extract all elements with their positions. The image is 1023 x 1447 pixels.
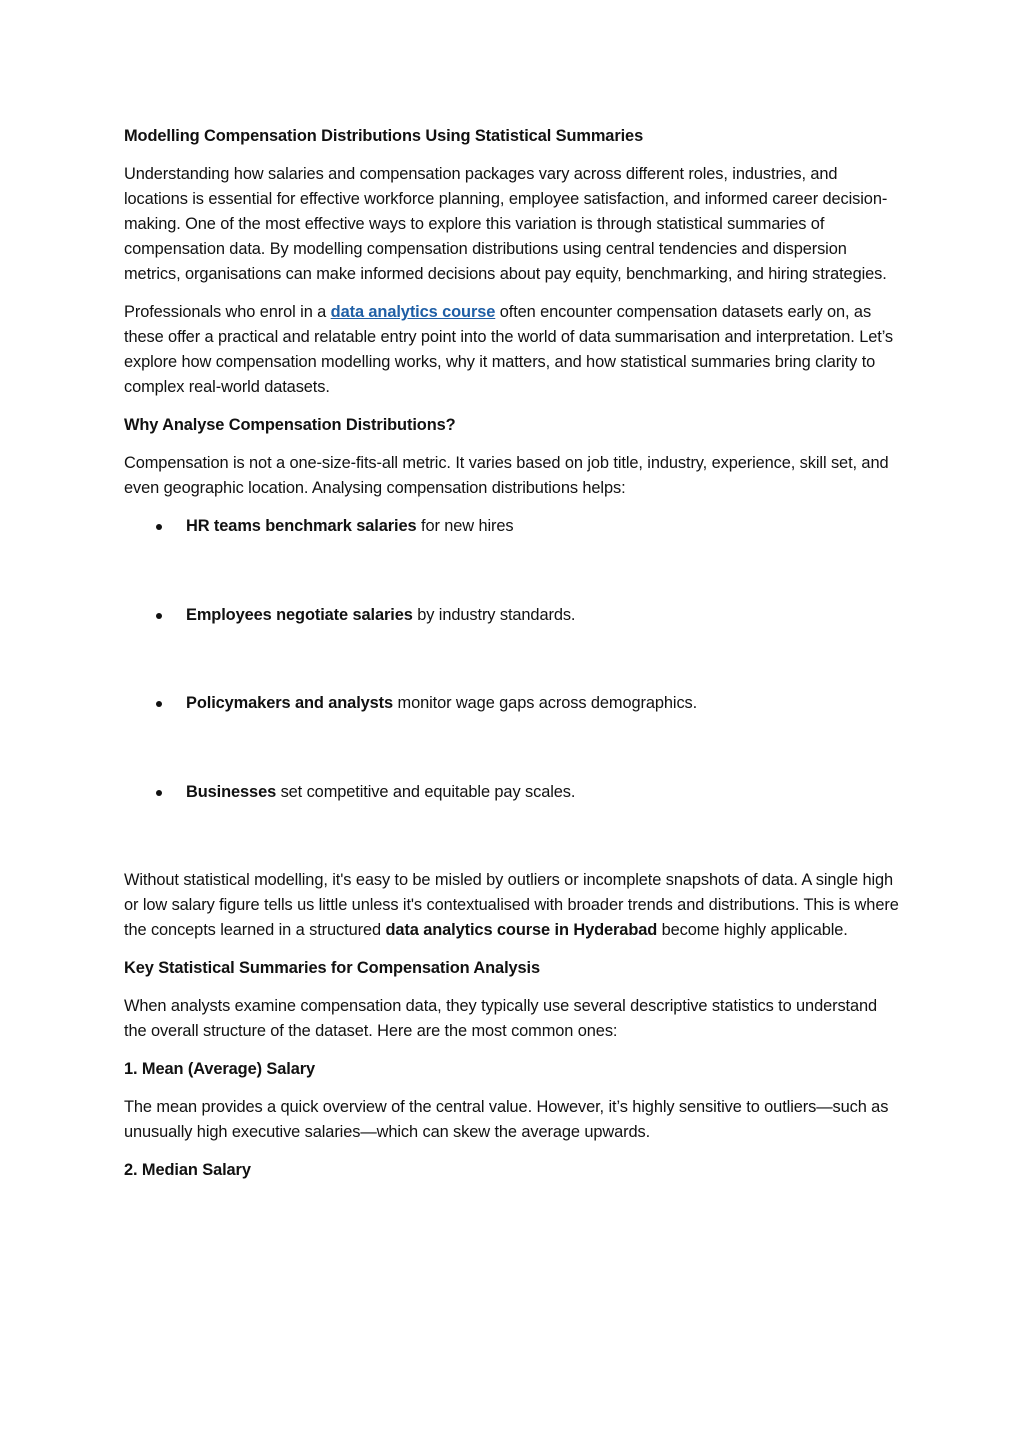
bullet-icon [156, 790, 162, 796]
list-item-text: by industry standards. [412, 605, 576, 624]
bullet-icon [156, 613, 162, 619]
mean-salary-paragraph: The mean provides a quick overview of the central value. However, it’s highly sensitive to outliers—such as unusually high executive salaries—which can skew the average upwards. [124, 1097, 889, 1141]
list-item-text: set competitive and equitable pay scales. [276, 782, 576, 801]
benefits-list [124, 514, 899, 805]
list-item-bold: Employees negotiate salaries [186, 605, 413, 624]
document-title: Modelling Compensation Distributions Using Statistical Summaries [124, 127, 644, 145]
list-item [124, 603, 899, 628]
list-item-bold: HR teams benchmark salaries [186, 517, 417, 535]
list-item [124, 514, 899, 539]
without-modelling-paragraph [124, 868, 899, 943]
without-modelling-text-before: Without statistical modelling, it's easy to be misled by outliers or incomplete snapshots of data. A single high or low salary figure tells us little unless it's contextualised with broader trends and distributions. This is where the concepts learned in a structured [124, 870, 899, 939]
list-item-text: monitor wage gaps across demographics. [393, 694, 698, 712]
course-paragraph-text-after: often encounter compensation datasets early on, as these offer a practical and relatable entry point into the world of data summarisation and interpretation. Let’s explore how compensation modelling works, why it matters, and how statistical summaries bring clarity to complex real-world datasets. [124, 303, 894, 396]
without-modelling-text-after: become highly applicable. [657, 920, 848, 939]
key-statistics-heading: Key Statistical Summaries for Compensation Analysis [124, 958, 541, 977]
bullet-icon [156, 524, 162, 530]
list-item [124, 780, 899, 805]
course-paragraph [124, 300, 899, 400]
bullet-icon [156, 701, 162, 707]
list-item [124, 691, 899, 716]
mean-salary-heading: 1. Mean (Average) Salary [124, 1059, 316, 1078]
why-analyse-heading: Why Analyse Compensation Distributions? [124, 416, 456, 434]
list-item-bold: Policymakers and analysts [186, 694, 394, 712]
course-paragraph-text-before: Professionals who enrol in a [124, 303, 331, 321]
intro-paragraph: Understanding how salaries and compensation packages vary across different roles, industries, and locations is essential for effective workforce planning, employee satisfaction, and informed career decision-making. One of the most effective ways to explore this variation is through statistical summaries of compensation data. By modelling compensation distributions using central tendencies and dispersion metrics, organisations can make informed decisions about pay equity, benchmarking, and hiring strategies. [124, 165, 888, 283]
why-analyse-paragraph: Compensation is not a one-size-fits-all metric. It varies based on job title, industry, experience, skill set, and even geographic location. Analysing compensation distributions helps: [124, 454, 889, 497]
list-item-bold: Businesses [186, 782, 277, 801]
key-statistics-paragraph: When analysts examine compensation data, they typically use several descriptive statistics to understand the overall structure of the dataset. Here are the most common ones: [124, 996, 878, 1040]
hyderabad-course-bold: data analytics course in Hyderabad [385, 920, 658, 939]
median-salary-heading: 2. Median Salary [124, 1160, 251, 1179]
data-analytics-course-link[interactable]: data analytics course [330, 303, 496, 321]
list-item-text: for new hires [416, 517, 514, 535]
document-body [124, 124, 899, 1196]
